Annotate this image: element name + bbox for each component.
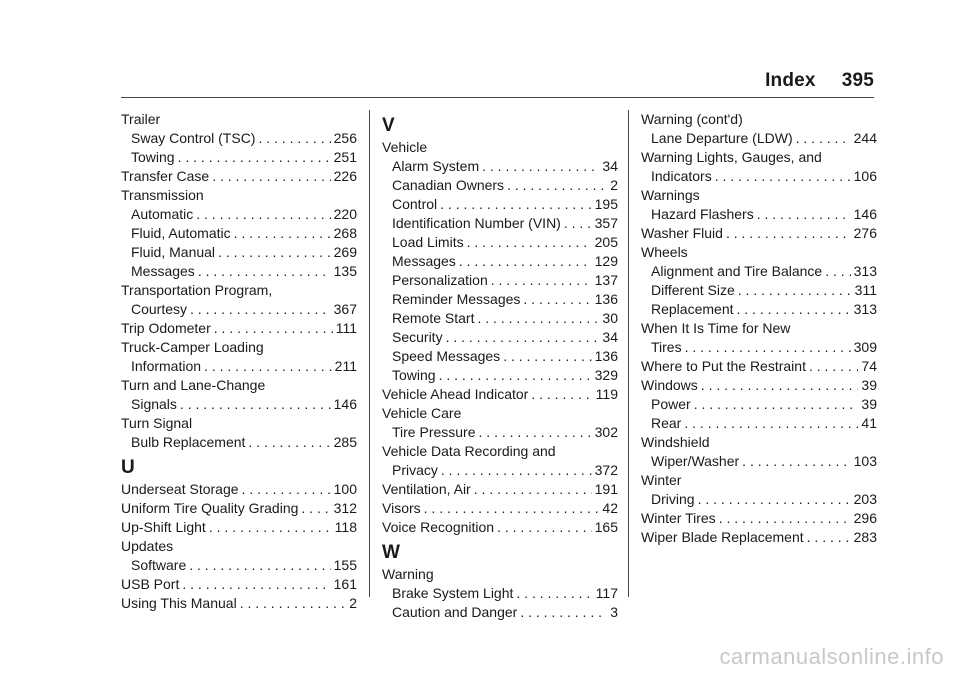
dot-leader [809,357,858,376]
page-reference[interactable]: 165 [594,519,618,535]
index-term: Brake System Light [392,585,514,601]
page-reference[interactable]: 119 [595,386,618,402]
index-subentry [121,262,357,281]
index-subentry [382,271,618,290]
index-term: Sway Control (TSC) [131,130,256,146]
index-term: Privacy [392,462,438,478]
section-letter: U [121,457,135,478]
index-subentry [121,224,357,243]
page-reference[interactable]: 203 [853,491,877,507]
dot-leader [209,518,332,537]
dot-leader [715,167,851,186]
index-subentry [382,290,618,309]
index-subentry [641,395,877,414]
index-subentry [382,252,618,271]
index-term: Automatic [131,206,194,222]
index-term: Alarm System [392,158,480,174]
index-term: Speed Messages [392,348,501,364]
index-term: Where to Put the Restraint [641,358,806,374]
index-entry [641,148,877,167]
index-subentry [382,328,618,347]
page-reference[interactable]: 41 [861,415,877,431]
page-reference[interactable]: 3 [610,604,618,620]
dot-leader [497,518,592,537]
page-reference[interactable]: 111 [335,320,357,336]
index-subentry [121,300,357,319]
index-term: Updates [121,538,174,554]
index-term: Windshield [641,434,710,450]
page-reference[interactable]: 34 [602,158,618,174]
dot-leader [446,328,600,347]
index-term: Up-Shift Light [121,519,206,535]
index-entry [382,442,618,461]
page-reference[interactable]: 118 [334,519,357,535]
index-entry [121,319,357,338]
index-term: Control [392,196,438,212]
index-term: Canadian Owners [392,177,505,193]
index-subentry [382,309,618,328]
dot-leader [196,205,330,224]
index-entry [641,357,877,376]
dot-leader [520,603,607,622]
index-column-3 [641,110,877,547]
dot-leader [737,300,851,319]
page-reference[interactable]: 117 [595,585,618,601]
page-reference[interactable]: 136 [594,291,618,307]
index-subentry [121,148,357,167]
index-term: Truck-Camper Loading [121,339,264,355]
index-term: Visors [382,500,421,516]
index-term: Tires [651,339,682,355]
index-term: Alignment and Tire Balance [651,263,823,279]
page-reference[interactable]: 268 [333,225,357,241]
page-reference[interactable]: 39 [861,377,877,393]
section-letter: W [382,542,400,563]
page-reference[interactable]: 2 [610,177,618,193]
page-reference[interactable]: 137 [594,272,618,288]
index-term: Indicators [651,168,712,184]
dot-leader [258,129,330,148]
index-term: Using This Manual [121,595,237,611]
page-reference[interactable]: 226 [333,168,357,184]
dot-leader [684,414,858,433]
index-term: Driving [651,491,695,507]
index-term: Caution and Danger [392,604,518,620]
index-term: Turn Signal [121,415,193,431]
dot-leader [212,167,330,186]
index-term: Transmission [121,187,204,203]
index-term: Lane Departure (LDW) [651,130,793,146]
page-reference[interactable]: 251 [333,149,357,165]
dot-leader [182,575,330,594]
index-entry [382,404,618,423]
page-reference[interactable]: 42 [602,500,618,516]
index-term: Personalization [392,272,488,288]
dot-leader [248,433,330,452]
index-column-2 [382,110,618,622]
page-reference[interactable]: 367 [333,301,357,317]
dot-leader [491,271,592,290]
dot-leader [531,385,592,404]
index-term: Messages [392,253,456,269]
index-term: Courtesy [131,301,188,317]
index-subentry [641,490,877,509]
page-reference[interactable]: 39 [861,396,877,412]
page-reference[interactable]: 2 [349,595,357,611]
index-term: Uniform Tire Quality Grading [121,500,299,516]
dot-leader [738,281,852,300]
page-reference[interactable]: 74 [861,358,877,374]
index-term: Remote Start [392,310,475,326]
dot-leader [698,490,851,509]
dot-leader [564,214,592,233]
page-reference[interactable]: 256 [333,130,357,146]
page-reference[interactable]: 309 [853,339,877,355]
index-term: Bulb Replacement [131,434,246,450]
index-subentry [641,414,877,433]
header-rule [121,97,874,98]
dot-leader [189,556,330,575]
index-entry [382,565,618,584]
index-entry [121,110,357,129]
index-entry [641,319,877,338]
index-subentry [121,556,357,575]
page-reference[interactable]: 155 [333,557,357,573]
dot-leader [439,366,592,385]
index-term: Transfer Case [121,168,210,184]
dot-leader [234,224,331,243]
dot-leader [214,319,333,338]
dot-leader [719,509,851,528]
index-subentry [121,395,357,414]
dot-leader [441,461,592,480]
page-reference[interactable]: 34 [602,329,618,345]
index-term: USB Port [121,576,180,592]
page-reference[interactable]: 283 [853,529,877,545]
page-reference[interactable]: 296 [853,510,877,526]
page-number: 395 [841,70,874,91]
dot-leader [459,252,592,271]
page-reference[interactable]: 302 [594,424,618,440]
page-reference[interactable]: 311 [854,282,877,298]
index-term: Information [131,358,202,374]
index-term: Vehicle Ahead Indicator [382,386,529,402]
index-term: Security [392,329,443,345]
index-term: Transportation Program, [121,282,273,298]
index-term: Wiper/Washer [651,453,740,469]
index-subentry [382,233,618,252]
index-entry [121,338,357,357]
dot-leader [477,309,599,328]
index-subentry [121,433,357,452]
dot-leader [240,594,347,613]
page-reference[interactable]: 30 [602,310,618,326]
page-reference[interactable]: 372 [594,462,618,478]
dot-leader [474,480,592,499]
index-term: Rear [651,415,682,431]
dot-leader [242,480,331,499]
index-term: Hazard Flashers [651,206,754,222]
page-reference[interactable]: 357 [594,215,618,231]
page-reference[interactable]: 244 [853,130,877,146]
index-entry [641,224,877,243]
dot-leader [178,148,331,167]
dot-leader [190,300,331,319]
index-subentry [641,300,877,319]
dot-leader [503,347,591,366]
index-entry [121,480,357,499]
page-reference[interactable]: 220 [333,206,357,222]
index-entry [121,376,357,395]
index-term: Wiper Blade Replacement [641,529,804,545]
index-term: When It Is Time for New [641,320,791,336]
index-term: Identification Number (VIN) [392,215,561,231]
index-entry [121,594,357,613]
dot-leader [218,243,331,262]
index-subentry [382,366,618,385]
page-reference[interactable]: 312 [333,500,357,516]
index-term: Load Limits [392,234,464,250]
page-reference[interactable]: 106 [853,168,877,184]
index-term: Trip Odometer [121,320,211,336]
index-term: Winter [641,472,682,488]
dot-leader [516,584,592,603]
index-subentry [641,167,877,186]
index-term: Towing [131,149,175,165]
index-term: Tire Pressure [392,424,476,440]
index-entry [641,509,877,528]
page-reference[interactable]: 146 [853,206,877,222]
index-subentry [121,357,357,376]
page-reference[interactable]: 285 [333,434,357,450]
index-subentry [382,603,618,622]
dot-leader [479,423,592,442]
index-term: Trailer [121,111,161,127]
index-term: Voice Recognition [382,519,495,535]
index-term: Software [131,557,187,573]
page-reference[interactable]: 191 [594,481,618,497]
index-term: Winter Tires [641,510,716,526]
index-entry [641,110,877,129]
index-term: Different Size [651,282,735,298]
index-term: Fluid, Automatic [131,225,231,241]
index-subentry [641,262,877,281]
page-reference[interactable]: 129 [594,253,618,269]
dot-leader [742,452,850,471]
dot-leader [825,262,850,281]
index-entry [641,433,877,452]
index-term: Fluid, Manual [131,244,216,260]
index-entry [121,575,357,594]
index-term: Reminder Messages [392,291,521,307]
page-reference[interactable]: 136 [594,348,618,364]
index-subentry [382,423,618,442]
dot-leader [757,205,851,224]
page-reference[interactable]: 313 [853,263,877,279]
index-term: Towing [392,367,436,383]
index-subentry [382,584,618,603]
index-term: Replacement [651,301,734,317]
index-term: Vehicle Care [382,405,462,421]
index-term: Power [651,396,691,412]
index-entry [382,480,618,499]
page-reference[interactable]: 195 [594,196,618,212]
index-subentry [641,338,877,357]
index-subentry [121,205,357,224]
index-term: Ventilation, Air [382,481,471,497]
index-subentry [641,129,877,148]
index-subentry [382,157,618,176]
page-reference[interactable]: 146 [333,396,357,412]
section-letter: V [382,115,395,136]
index-entry [121,414,357,433]
dot-leader [204,357,332,376]
page-reference[interactable]: 269 [333,244,357,260]
index-entry [641,186,877,205]
dot-leader [807,528,851,547]
dot-leader [701,376,859,395]
dot-leader [198,262,331,281]
index-entry [121,518,357,537]
index-entry [641,471,877,490]
index-term: Warnings [641,187,700,203]
index-subentry [641,452,877,471]
page-header [765,70,874,92]
index-term: Signals [131,396,177,412]
column-divider [369,110,370,597]
section-title: Index [765,70,816,91]
index-entry [382,518,618,537]
index-term: Vehicle [382,139,428,155]
index-entry [382,499,618,518]
index-entry [121,499,357,518]
index-entry [641,528,877,547]
index-term: Warning (cont'd) [641,111,743,127]
index-subentry [121,129,357,148]
index-term: Underseat Storage [121,481,239,497]
index-entry [121,281,357,300]
index-entry [382,385,618,404]
dot-leader [301,499,330,518]
index-subentry [641,281,877,300]
dot-leader [523,290,591,309]
index-entry [641,243,877,262]
index-subentry [382,347,618,366]
index-term: Windows [641,377,698,393]
page-reference[interactable]: 100 [333,481,357,497]
page-reference[interactable]: 205 [594,234,618,250]
index-term: Vehicle Data Recording and [382,443,556,459]
index-entry [121,167,357,186]
page-reference[interactable]: 313 [853,301,877,317]
index-entry [641,376,877,395]
index-term: Warning [382,566,434,582]
page-reference[interactable]: 276 [853,225,877,241]
page-reference[interactable]: 329 [594,367,618,383]
index-subentry [382,214,618,233]
index-term: Warning Lights, Gauges, and [641,149,822,165]
index-subentry [641,205,877,224]
index-term: Messages [131,263,195,279]
page-reference[interactable]: 135 [333,263,357,279]
dot-leader [726,224,851,243]
index-entry [382,138,618,157]
dot-leader [482,157,599,176]
page-reference[interactable]: 211 [334,358,357,374]
dot-leader [507,176,607,195]
dot-leader [796,129,851,148]
index-entry [121,186,357,205]
column-divider [628,110,629,597]
index-column-1 [121,110,357,613]
dot-leader [424,499,600,518]
watermark: carmanualsonline.info [719,644,944,669]
index-subentry [382,461,618,480]
index-subentry [121,243,357,262]
index-term: Washer Fluid [641,225,723,241]
page-reference[interactable]: 103 [853,453,877,469]
index-term: Turn and Lane-Change [121,377,266,393]
index-term: Wheels [641,244,688,260]
dot-leader [180,395,331,414]
index-subentry [382,176,618,195]
page-reference[interactable]: 161 [333,576,357,592]
index-entry [121,537,357,556]
dot-leader [440,195,592,214]
dot-leader [467,233,592,252]
dot-leader [685,338,851,357]
dot-leader [694,395,859,414]
index-subentry [382,195,618,214]
